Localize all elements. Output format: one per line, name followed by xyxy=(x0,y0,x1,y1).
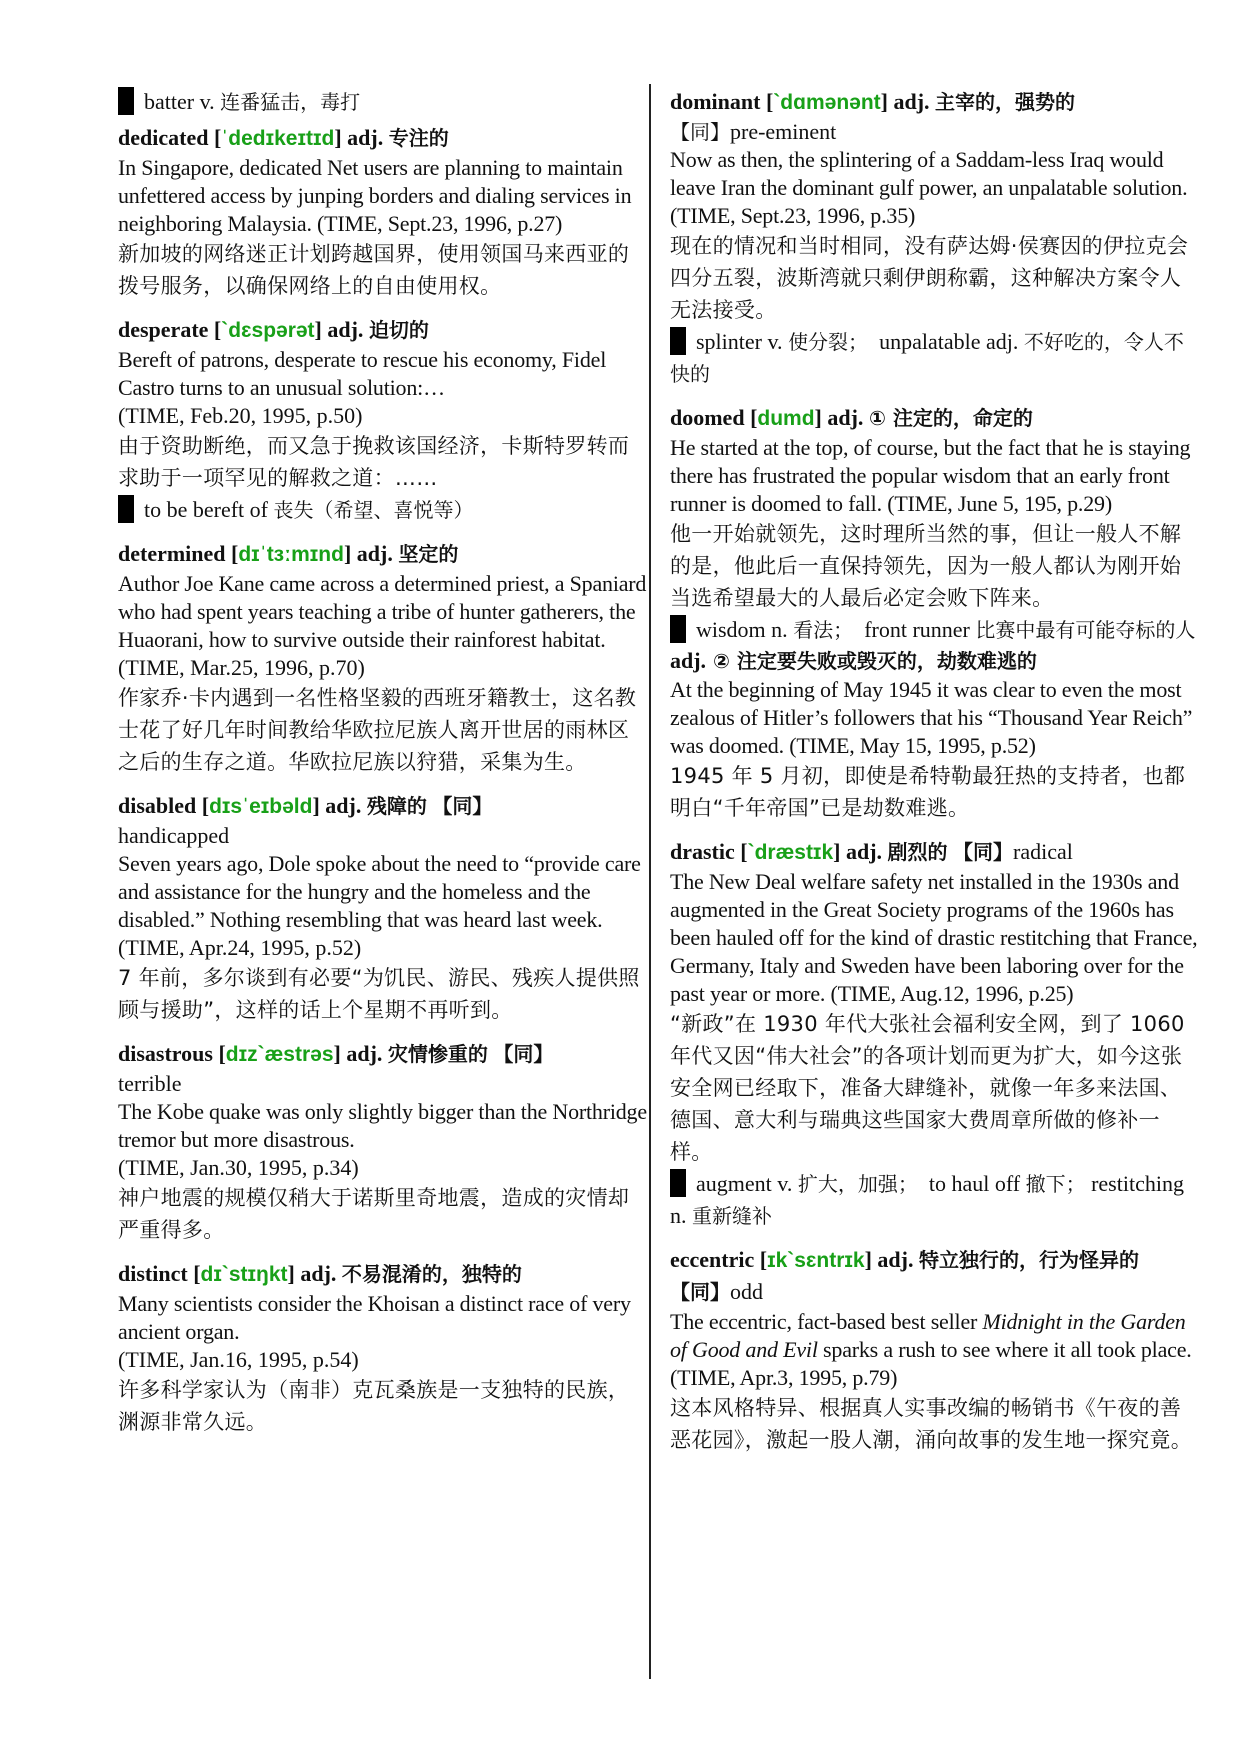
translation: 由于资助断绝，而又急于挽救该国经济，卡斯特罗转而求助于一项罕见的解救之道：…… xyxy=(118,434,630,490)
note-term: unpalatable adj. xyxy=(879,329,1019,354)
translation: 新加坡的网络迷正计划跨越国界，使用领国马来西亚的拨号服务，以确保网络上的自由使用权。 xyxy=(118,242,630,298)
note-marker xyxy=(670,615,686,643)
meaning: 坚定的 xyxy=(398,542,459,566)
phonetic: `dɛspərət xyxy=(221,319,315,342)
note-batter xyxy=(118,86,648,118)
part-of-speech: adj. xyxy=(300,1261,337,1286)
part-of-speech: adj. xyxy=(877,1247,914,1272)
example-sentence: At the beginning of May 1945 it was clear to even the most zealous of Hitler’s followers that his “Thousand Year Reich” was doomed. (TIME, May 15, 1995, p.52) xyxy=(670,677,1193,758)
column-divider xyxy=(649,84,651,1679)
phonetic: dɪsˈeɪbəld xyxy=(209,795,313,818)
vocab-note xyxy=(118,494,648,526)
synonym-label: 【同】 xyxy=(493,1042,554,1066)
headword-line: disastrous [dɪz`æstrəs] adj. 灾情惨重的 【同】 xyxy=(118,1041,554,1066)
meaning: 特立独行的，行为怪异的 xyxy=(918,1248,1139,1272)
synonym: terrible xyxy=(118,1071,182,1096)
headword: disabled xyxy=(118,793,197,818)
headword: disastrous xyxy=(118,1041,213,1066)
left-column xyxy=(118,86,648,1450)
synonym: odd xyxy=(730,1279,763,1304)
headword-line: desperate [`dɛspərət] adj. 迫切的 xyxy=(118,317,429,342)
synonym: radical xyxy=(1013,839,1073,864)
example-sentence: Author Joe Kane came across a determined priest, a Spaniard who had spent years teaching a tribe of hunter gatherers, the Huaorani, how to survive outside their rainforest habitat. xyxy=(118,571,647,652)
headword: doomed xyxy=(670,405,745,430)
phonetic: dɪ`stɪŋkt xyxy=(200,1263,288,1286)
part-of-speech: adj. xyxy=(327,317,364,342)
example-text: sparks a rush to see where it all took place. (TIME, Apr.3, 1995, p.79) xyxy=(670,1337,1192,1390)
part-of-speech: adj. xyxy=(325,793,362,818)
headword-line: disabled [dɪsˈeɪbəld] adj. 残障的 【同】 xyxy=(118,793,493,818)
headword-line: eccentric [ɪk`sɛntrɪk] adj. 特立独行的，行为怪异的 【同】odd xyxy=(670,1247,1139,1304)
example-sentence: Many scientists consider the Khoisan a distinct race of very ancient organ. xyxy=(118,1291,631,1344)
phonetic: `dræstɪk xyxy=(747,841,834,864)
note-gloss: 丧失（希望、喜悦等） xyxy=(273,498,474,522)
entry-disabled xyxy=(118,790,648,1026)
meaning: 剧烈的 xyxy=(887,840,948,864)
vocab-note xyxy=(670,326,1200,390)
citation: (TIME, Jan.30, 1995, p.34) xyxy=(118,1155,359,1180)
note-gloss: 连番猛击，毒打 xyxy=(220,90,361,114)
part-of-speech: adj. xyxy=(346,1041,383,1066)
note-gloss: 撤下； xyxy=(1025,1172,1086,1196)
translation: 这本风格特异、根据真人实事改编的畅销书《午夜的善恶花园》，激起一股人潮，涌向故事的发生地一探究竟。 xyxy=(670,1396,1192,1452)
part-of-speech: adj. xyxy=(356,541,393,566)
note-term: to haul off xyxy=(928,1171,1021,1196)
part-of-speech: adj. xyxy=(347,125,384,150)
example-sentence: The New Deal welfare safety net installed in the 1930s and augmented in the Great Society programs of the 1960s has been hauled off for the kind of drastic restitching that France, Germany, Italy and Sweden have been laboring over for the past year or more. (TIME, Aug.12, 1996, p.25) xyxy=(670,869,1198,1006)
synonym-label: 【同】 xyxy=(670,1280,730,1304)
note-marker xyxy=(118,87,134,115)
phonetic: dɪˈtɜːmɪnd xyxy=(238,543,344,566)
translation: “新政”在 1930 年代大张社会福利安全网，到了 1060 年代又因“伟大社会”的各项计划而更为扩大，如今这张安全网已经取下，准备大肆缝补，就像一年多来法国、德国、意大利与瑞典这些国家大费周章所做的修补一样。 xyxy=(670,1012,1185,1164)
note-term: batter v. xyxy=(144,89,215,114)
note-term: wisdom n. xyxy=(696,617,788,642)
example-sentence: The Kobe quake was only slightly bigger than the Northridge tremor but more disastrous. xyxy=(118,1099,647,1152)
note-term: splinter v. xyxy=(696,329,783,354)
phonetic: ɪk`sɛntrɪk xyxy=(767,1249,865,1272)
vocab-note xyxy=(670,1168,1200,1232)
headword: drastic xyxy=(670,839,735,864)
citation: (TIME, Feb.20, 1995, p.50) xyxy=(118,403,363,428)
part-of-speech: adj. xyxy=(893,89,930,114)
note-gloss: 使分裂； xyxy=(788,330,869,354)
translation: 神户地震的规模仅稍大于诺斯里奇地震，造成的灾情却严重得多。 xyxy=(118,1186,630,1242)
entry-doomed xyxy=(670,402,1200,824)
phonetic: ˈdedɪkeɪtɪd xyxy=(221,127,335,150)
translation: 7 年前，多尔谈到有必要“为饥民、游民、残疾人提供照顾与援助”，这样的话上个星期不再听到。 xyxy=(118,966,640,1022)
phonetic: dɪz`æstrəs xyxy=(225,1043,334,1066)
synonym-label: 【同】 xyxy=(432,794,493,818)
meaning: ② 注定要失败或毁灭的，劫数难逃的 xyxy=(713,649,1037,673)
entry-drastic xyxy=(670,836,1200,1232)
entry-dominant xyxy=(670,86,1200,390)
synonym: handicapped xyxy=(118,823,230,848)
headword: eccentric xyxy=(670,1247,755,1272)
entry-determined xyxy=(118,538,648,778)
synonym: pre-eminent xyxy=(730,119,837,144)
translation: 作家乔·卡内遇到一名性格坚毅的西班牙籍教士，这名教士花了好几年时间教给华欧拉尼族人离开世居的雨林区之后的生存之道。华欧拉尼族以狩猎，采集为生。 xyxy=(118,686,637,774)
meaning: ① 注定的，命定的 xyxy=(868,406,1033,430)
headword-line: drastic [`dræstɪk] adj. 剧烈的 【同】radical xyxy=(670,839,1073,864)
note-gloss: 不好吃的，令人不快的 xyxy=(670,330,1184,386)
vocab-note xyxy=(670,614,1200,646)
note-term: restitching n. xyxy=(670,1171,1184,1228)
translation: 许多科学家认为（南非）克瓦桑族是一支独特的民族，渊源非常久远。 xyxy=(118,1378,630,1434)
note-term: augment v. xyxy=(696,1171,793,1196)
synonym-label: 【同】 xyxy=(670,120,730,144)
note-marker xyxy=(670,327,686,355)
note-gloss: 看法； xyxy=(793,618,854,642)
note-gloss: 重新缝补 xyxy=(692,1204,772,1228)
translation: 他一开始就领先，这时理所当然的事，但让一般人不解的是，他此后一直保持领先，因为一般人都认为刚开始当选希望最大的人最后必定会败下阵来。 xyxy=(670,522,1182,610)
example-sentence: Now as then, the splintering of a Saddam-less Iraq would leave Iran the dominant gulf power, an unpalatable solution. (TIME, Sept.23, 1996, p.35) xyxy=(670,147,1188,228)
headword: dedicated xyxy=(118,125,209,150)
sense-2-line xyxy=(670,646,1200,676)
headword-line: determined [dɪˈtɜːmɪnd] adj. 坚定的 xyxy=(118,541,459,566)
note-term: front runner xyxy=(864,617,970,642)
entry-dedicated xyxy=(118,122,648,302)
citation: (TIME, Apr.24, 1995, p.52) xyxy=(118,935,362,960)
entry-desperate xyxy=(118,314,648,526)
book-title: Midnight in the Garden of Good and Evil xyxy=(670,1309,1186,1362)
example-sentence: He started at the top, of course, but the fact that he is staying there has frustrated the popular wisdom that an early front runner is doomed to fall. (TIME, June 5, 195, p.29) xyxy=(670,435,1191,516)
translation: 1945 年 5 月初，即使是希特勒最狂热的支持者，也都明白“千年帝国”已是劫数难逃。 xyxy=(670,764,1186,820)
phonetic: dumd xyxy=(757,407,815,430)
synonym-line xyxy=(670,118,1200,146)
citation: (TIME, Jan.16, 1995, p.54) xyxy=(118,1347,359,1372)
headword: dominant xyxy=(670,89,761,114)
note-gloss: 扩大，加强； xyxy=(797,1172,918,1196)
entry-eccentric xyxy=(670,1244,1200,1456)
headword: distinct xyxy=(118,1261,188,1286)
example-sentence: Bereft of patrons, desperate to rescue his economy, Fidel Castro turns to an unusual solution:… xyxy=(118,347,607,400)
citation: (TIME, Mar.25, 1996, p.70) xyxy=(118,655,365,680)
part-of-speech: adj. xyxy=(670,648,707,673)
meaning: 专注的 xyxy=(388,126,449,150)
note-gloss: 比赛中最有可能夺标的人 xyxy=(975,618,1196,642)
meaning: 主宰的，强势的 xyxy=(935,90,1076,114)
headword-line: dominant [`dɑmənənt] adj. 主宰的，强势的 xyxy=(670,89,1076,114)
right-column xyxy=(670,86,1200,1468)
meaning: 残障的 xyxy=(366,794,427,818)
meaning: 迫切的 xyxy=(368,318,429,342)
headword-line: dedicated [ˈdedɪkeɪtɪd] adj. 专注的 xyxy=(118,125,449,150)
example-text: The eccentric, fact-based best seller xyxy=(670,1309,983,1334)
example-sentence: In Singapore, dedicated Net users are planning to maintain unfettered access by junping borders and dialing services in neighboring Malaysia. (TIME, Sept.23, 1996, p.27) xyxy=(118,155,632,236)
example-sentence: Seven years ago, Dole spoke about the need to “provide care and assistance for the hungry and the homeless and the disabled.” Nothing resembling that was heard last week. xyxy=(118,851,641,932)
note-term: to be bereft of xyxy=(144,497,268,522)
entry-disastrous xyxy=(118,1038,648,1246)
note-marker xyxy=(118,495,134,523)
meaning: 灾情惨重的 xyxy=(387,1042,488,1066)
headword: desperate xyxy=(118,317,209,342)
phonetic: `dɑmənənt xyxy=(773,91,881,114)
headword-line: distinct [dɪ`stɪŋkt] adj. 不易混淆的，独特的 xyxy=(118,1261,522,1286)
headword-line: doomed [dumd] adj. ① 注定的，命定的 xyxy=(670,405,1033,430)
part-of-speech: adj. xyxy=(845,839,883,864)
synonym-label: 【同】 xyxy=(953,840,1014,864)
meaning: 不易混淆的，独特的 xyxy=(341,1262,522,1286)
entry-distinct xyxy=(118,1258,648,1438)
headword: determined xyxy=(118,541,226,566)
translation: 现在的情况和当时相同，没有萨达姆·侯赛因的伊拉克会四分五裂，波斯湾就只剩伊朗称霸，这种解决方案令人无法接受。 xyxy=(670,234,1189,322)
note-marker xyxy=(670,1169,686,1197)
part-of-speech: adj. xyxy=(827,405,864,430)
example-sentence xyxy=(670,1308,1200,1392)
